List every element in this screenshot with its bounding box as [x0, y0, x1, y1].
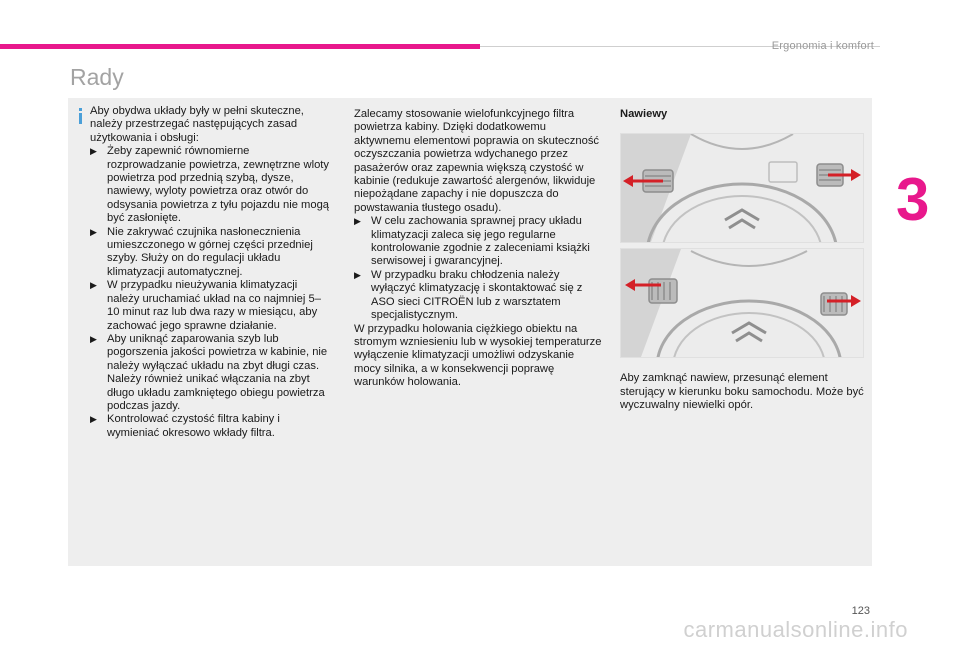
column-vents — [620, 108, 866, 413]
info-icon — [75, 108, 86, 124]
column-filter — [354, 108, 602, 390]
watermark: carmanualsonline.info — [683, 617, 908, 642]
page-title: Rady — [70, 64, 124, 90]
list-item: ▶ W celu zachowania sprawnej pracy układu klimatyzacji zaleca się jego regularne kontrolowanie zgodnie z zaleceniami książki serwisowej i gwarancyjnej. — [354, 215, 590, 268]
section-title: Ergonomia i komfort — [771, 40, 874, 52]
advice-intro: Aby obydwa układy były w pełni skuteczne, należy przestrzegać następujących zasad użytkowania i obsługi: — [90, 105, 304, 144]
list-item: ▶ Żeby zapewnić równomierne rozprowadzanie powietrza, zewnętrzne wloty powietrza pod przednią szybą, dysze, nawiewy, wyloty powietrza oraz otwór do odsysania powietrza z tyłu pojazdu nie mogą być zasłonięte. — [90, 145, 330, 225]
bullet-icon: ▶ — [90, 333, 97, 344]
bullet-icon: ▶ — [354, 269, 361, 280]
vents-photo-open — [620, 133, 864, 243]
bullet-icon: ▶ — [354, 216, 361, 227]
towing-note: W przypadku holowania ciężkiego obiektu na stromym wzniesieniu lub w wysokiej temperaturze wyłączenie klimatyzacji umożliwi odzyskanie mocy silnika, a w konsekwencji poprawę warunków holowania. — [354, 322, 602, 389]
page-number: 123 — [851, 605, 870, 617]
vents-photo-closed — [620, 248, 864, 358]
list-item: ▶ W przypadku braku chłodzenia należy wyłączyć klimatyzację i skontaktować się z ASO sieci CITROËN lub z warsztatem specjalistycznym. — [354, 268, 583, 322]
list-item: ▶ W przypadku nieużywania klimatyzacji należy uruchamiać układ na co najmniej 5–10 minut raz lub dwa razy w miesiącu, aby zachować jego sprawne działanie. — [90, 279, 321, 332]
list-item: ▶ Kontrolować czystość filtra kabiny i wymieniać okresowo wkłady filtra. — [90, 413, 280, 439]
bullet-icon: ▶ — [90, 146, 97, 157]
bullet-icon: ▶ — [90, 226, 97, 237]
list-item: ▶ Aby uniknąć zaparowania szyb lub pogorszenia jakości powietrza w kabinie, nie należy wyłączać układu na zbyt długi czas. Należy również unikać włączania na zbyt długo układu zamkniętego obiegu powietrza podczas jazdy. — [90, 332, 328, 412]
vents-description: Aby zamknąć nawiew, przesunąć element sterujący w kierunku boku samochodu. Może być wyczuwalny niewielki opór. — [620, 372, 864, 412]
bullet-icon: ▶ — [90, 414, 97, 425]
filter-list — [354, 215, 602, 322]
column-advice — [90, 105, 330, 440]
bullet-icon: ▶ — [90, 280, 97, 291]
vents-heading: Nawiewy — [620, 108, 668, 120]
header-accent-bar — [0, 44, 480, 49]
list-item: ▶ Nie zakrywać czujnika nasłonecznienia umieszczonego w górnej części przedniej szyby. Służy on do regulacji układu klimatyzacji automatycznej. — [90, 225, 313, 278]
advice-list — [90, 145, 330, 440]
filter-intro: Zalecamy stosowanie wielofunkcyjnego filtra powietrza kabiny. Dzięki dodatkowemu aktywnemu elementowi poprawia on skuteczność oczyszczania powietrza wdychanego przez pasażerów oraz zapewnia większą czystość w kabinie (redukuje zawartość alergenów, likwiduje niepożądane zapachy i nie dopuszcza do powstawania tłustego osadu). — [354, 108, 600, 214]
chapter-number: 3 — [896, 166, 930, 233]
chapter-tab — [892, 168, 936, 250]
